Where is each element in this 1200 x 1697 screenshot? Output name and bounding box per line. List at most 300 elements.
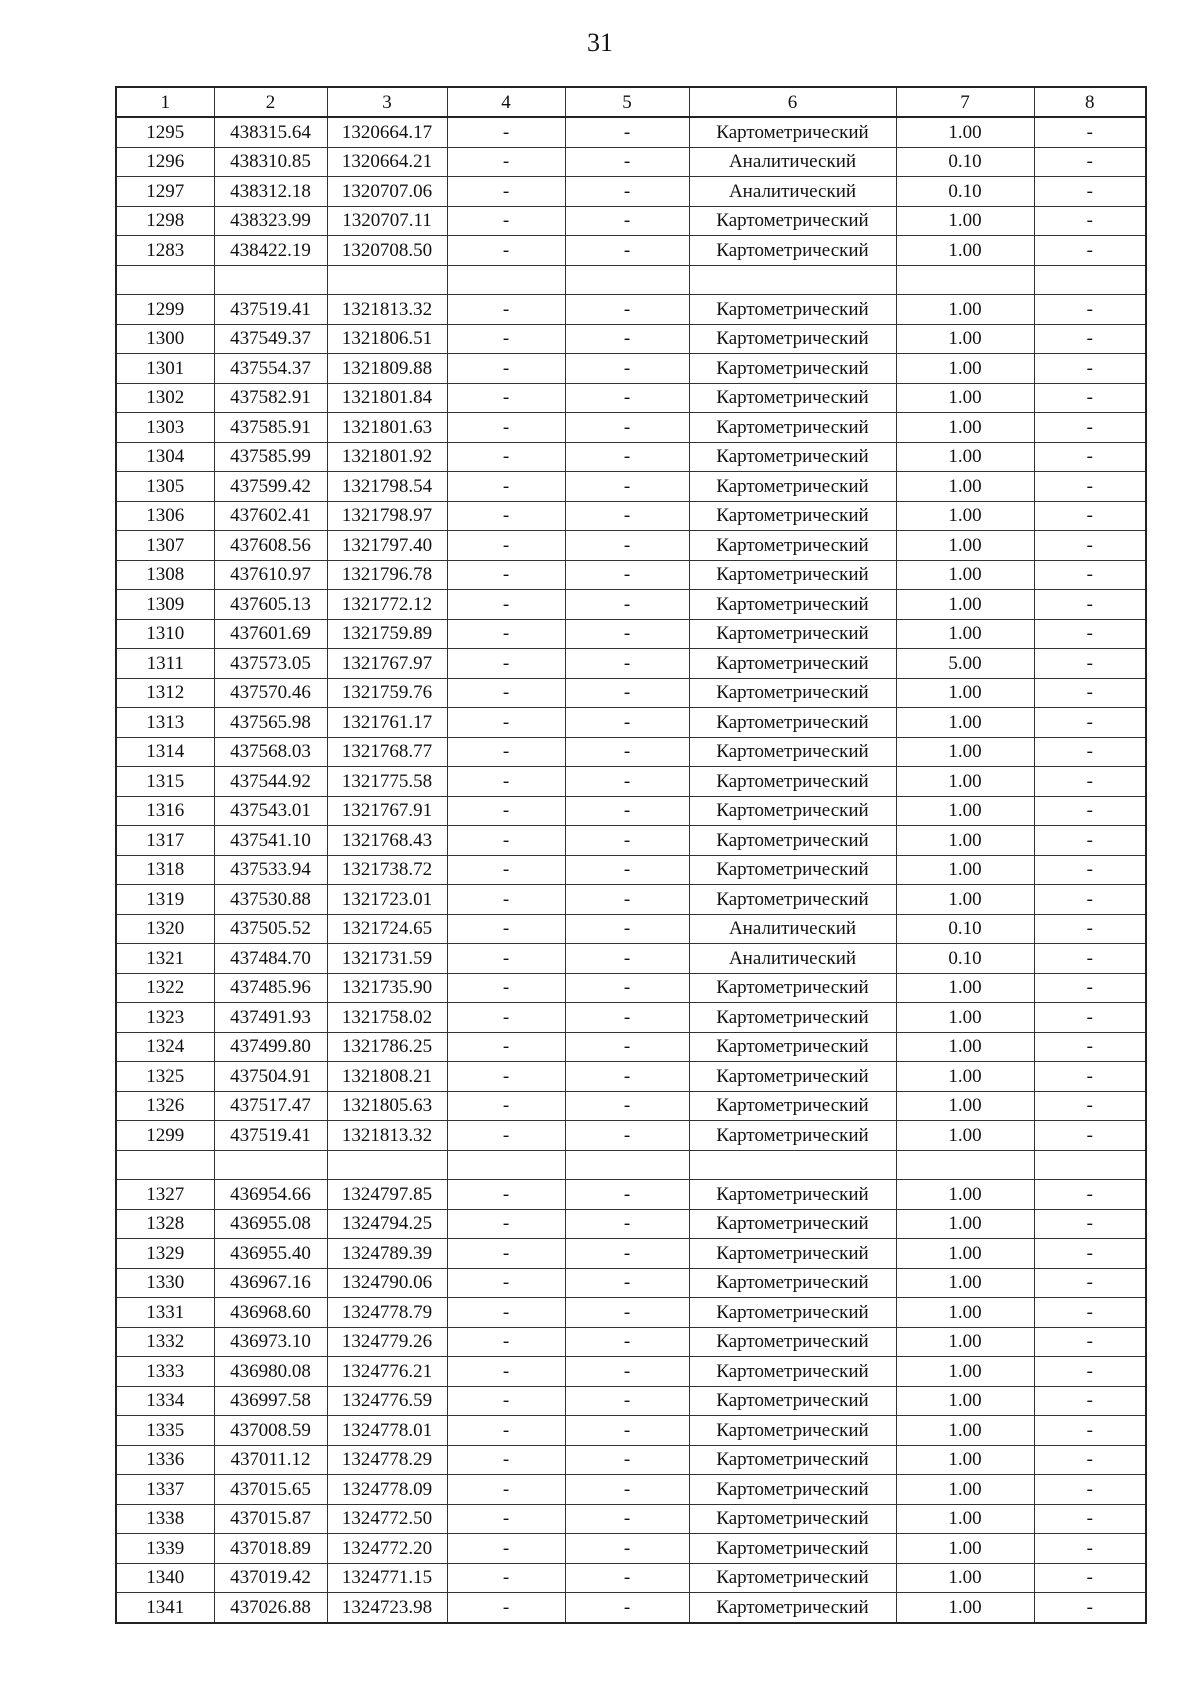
table-cell: Картометрический xyxy=(689,1504,896,1534)
table-row xyxy=(116,177,1146,207)
table-cell: 0.10 xyxy=(896,944,1034,974)
table-cell: 1324772.50 xyxy=(327,1504,447,1534)
table-cell: - xyxy=(447,1239,565,1269)
table-cell xyxy=(116,265,214,295)
table-cell: - xyxy=(1034,295,1146,325)
table-cell: - xyxy=(1034,442,1146,472)
table-cell: - xyxy=(565,236,689,266)
table-cell: - xyxy=(1034,649,1146,679)
table-row xyxy=(116,1091,1146,1121)
table-cell: 1320707.11 xyxy=(327,206,447,236)
table-cell: - xyxy=(565,560,689,590)
table-cell: 1312 xyxy=(116,678,214,708)
table-row xyxy=(116,914,1146,944)
table-cell: - xyxy=(1034,885,1146,915)
table-cell xyxy=(1034,1150,1146,1180)
table-cell: 1333 xyxy=(116,1357,214,1387)
table-cell: 1303 xyxy=(116,413,214,443)
table-cell: Картометрический xyxy=(689,796,896,826)
table-cell: 1317 xyxy=(116,826,214,856)
table-cell: 437610.97 xyxy=(214,560,327,590)
table-cell: 1.00 xyxy=(896,1209,1034,1239)
table-cell: - xyxy=(565,1416,689,1446)
table-cell: 1299 xyxy=(116,295,214,325)
table-cell: 1319 xyxy=(116,885,214,915)
table-cell: 1320 xyxy=(116,914,214,944)
table-cell: 1321735.90 xyxy=(327,973,447,1003)
table-cell: 1.00 xyxy=(896,678,1034,708)
table-cell: 1331 xyxy=(116,1298,214,1328)
table-cell: - xyxy=(565,1593,689,1623)
table-cell xyxy=(1034,265,1146,295)
table-cell: 437499.80 xyxy=(214,1032,327,1062)
table-cell: - xyxy=(565,619,689,649)
table-cell xyxy=(565,265,689,295)
table-cell: - xyxy=(1034,1593,1146,1623)
table-cell: - xyxy=(447,885,565,915)
table-cell: - xyxy=(1034,1091,1146,1121)
table-cell: 1298 xyxy=(116,206,214,236)
table-cell: 1.00 xyxy=(896,1091,1034,1121)
table-cell: 1297 xyxy=(116,177,214,207)
table-cell: 1.00 xyxy=(896,354,1034,384)
table-cell: 436980.08 xyxy=(214,1357,327,1387)
table-cell: - xyxy=(447,1563,565,1593)
table-cell: - xyxy=(1034,177,1146,207)
table-cell: 1.00 xyxy=(896,560,1034,590)
table-cell: 1305 xyxy=(116,472,214,502)
table-cell: 437585.91 xyxy=(214,413,327,443)
table-cell: 1322 xyxy=(116,973,214,1003)
table-cell: - xyxy=(1034,1180,1146,1210)
table-cell: - xyxy=(447,531,565,561)
table-cell: 1324778.01 xyxy=(327,1416,447,1446)
table-cell: - xyxy=(565,442,689,472)
table-row xyxy=(116,206,1146,236)
table-cell: Картометрический xyxy=(689,826,896,856)
table-cell: Картометрический xyxy=(689,1239,896,1269)
table-cell: - xyxy=(447,1445,565,1475)
table-cell: - xyxy=(565,1327,689,1357)
table-row xyxy=(116,442,1146,472)
table-cell: 1.00 xyxy=(896,885,1034,915)
table-cell: 436955.08 xyxy=(214,1209,327,1239)
table-cell: - xyxy=(565,354,689,384)
table-cell: 1.00 xyxy=(896,442,1034,472)
table-cell xyxy=(689,1150,896,1180)
table-cell: 1321813.32 xyxy=(327,295,447,325)
table-cell: 1.00 xyxy=(896,1003,1034,1033)
table-cell: - xyxy=(1034,472,1146,502)
table-row xyxy=(116,1180,1146,1210)
table-cell: - xyxy=(565,1091,689,1121)
table-cell: - xyxy=(565,1121,689,1151)
table-cell: - xyxy=(565,1209,689,1239)
table-cell: - xyxy=(447,442,565,472)
table-cell: - xyxy=(1034,1504,1146,1534)
table-cell: Картометрический xyxy=(689,1268,896,1298)
table-cell: 437011.12 xyxy=(214,1445,327,1475)
table-cell: Картометрический xyxy=(689,206,896,236)
table-cell: - xyxy=(447,914,565,944)
separator-row xyxy=(116,1150,1146,1180)
table-cell: - xyxy=(1034,117,1146,147)
table-row xyxy=(116,1445,1146,1475)
table-cell: 1330 xyxy=(116,1268,214,1298)
table-cell: - xyxy=(565,1534,689,1564)
table-cell: - xyxy=(1034,383,1146,413)
table-cell: 0.10 xyxy=(896,914,1034,944)
table-cell: Картометрический xyxy=(689,236,896,266)
table-cell: 1321723.01 xyxy=(327,885,447,915)
table-cell: 1.00 xyxy=(896,295,1034,325)
table-row xyxy=(116,767,1146,797)
table-cell: 0.10 xyxy=(896,177,1034,207)
table-body xyxy=(116,117,1146,1623)
table-row xyxy=(116,1209,1146,1239)
table-cell: - xyxy=(447,973,565,1003)
table-row xyxy=(116,973,1146,1003)
table-row xyxy=(116,147,1146,177)
table-cell: 438323.99 xyxy=(214,206,327,236)
table-cell: 1301 xyxy=(116,354,214,384)
table-cell: Картометрический xyxy=(689,560,896,590)
table-cell: 437543.01 xyxy=(214,796,327,826)
column-header-7: 7 xyxy=(896,87,1034,117)
table-cell: - xyxy=(565,1003,689,1033)
table-cell: 437582.91 xyxy=(214,383,327,413)
table-cell: 1321731.59 xyxy=(327,944,447,974)
table-cell: 1.00 xyxy=(896,472,1034,502)
table-cell: - xyxy=(447,1327,565,1357)
table-row xyxy=(116,885,1146,915)
table-row xyxy=(116,236,1146,266)
table-cell: 1324779.26 xyxy=(327,1327,447,1357)
table-cell: - xyxy=(565,737,689,767)
table-row xyxy=(116,501,1146,531)
table-cell: 1332 xyxy=(116,1327,214,1357)
table-cell: - xyxy=(1034,1268,1146,1298)
table-cell: 1320708.50 xyxy=(327,236,447,266)
table-cell: 1321 xyxy=(116,944,214,974)
table-cell: - xyxy=(1034,413,1146,443)
table-row xyxy=(116,1062,1146,1092)
table-cell: 1329 xyxy=(116,1239,214,1269)
table-cell: 1306 xyxy=(116,501,214,531)
table-cell: - xyxy=(565,147,689,177)
table-cell: - xyxy=(447,855,565,885)
table-cell: 1321806.51 xyxy=(327,324,447,354)
table-cell: - xyxy=(1034,1239,1146,1269)
table-cell: 1.00 xyxy=(896,708,1034,738)
table-row xyxy=(116,413,1146,443)
table-cell: Картометрический xyxy=(689,1445,896,1475)
table-cell: - xyxy=(565,855,689,885)
table-cell: - xyxy=(1034,1416,1146,1446)
coordinates-table xyxy=(115,86,1147,1624)
table-cell: Картометрический xyxy=(689,1534,896,1564)
table-cell: 1321797.40 xyxy=(327,531,447,561)
table-cell: Картометрический xyxy=(689,973,896,1003)
table-cell: 1321801.63 xyxy=(327,413,447,443)
table-cell: 438310.85 xyxy=(214,147,327,177)
table-cell: 1321759.89 xyxy=(327,619,447,649)
table-cell: 1.00 xyxy=(896,619,1034,649)
table-cell: - xyxy=(565,973,689,1003)
table-cell: 1.00 xyxy=(896,1445,1034,1475)
table-cell: 437544.92 xyxy=(214,767,327,797)
table-cell: - xyxy=(1034,1386,1146,1416)
table-cell: 1.00 xyxy=(896,236,1034,266)
table-cell: - xyxy=(1034,1209,1146,1239)
table-row xyxy=(116,1032,1146,1062)
table-cell: 1.00 xyxy=(896,1062,1034,1092)
table-cell: - xyxy=(565,1268,689,1298)
table-cell: 437601.69 xyxy=(214,619,327,649)
table-cell: 1.00 xyxy=(896,1180,1034,1210)
table-cell: - xyxy=(565,767,689,797)
table-cell: Картометрический xyxy=(689,531,896,561)
table-cell: - xyxy=(447,236,565,266)
table-row xyxy=(116,678,1146,708)
table-cell: - xyxy=(447,1003,565,1033)
table-cell: Картометрический xyxy=(689,324,896,354)
table-cell: Картометрический xyxy=(689,737,896,767)
table-cell: - xyxy=(1034,354,1146,384)
table-cell: - xyxy=(1034,619,1146,649)
table-row xyxy=(116,1239,1146,1269)
table-cell: 1326 xyxy=(116,1091,214,1121)
table-cell: 1323 xyxy=(116,1003,214,1033)
table-row xyxy=(116,796,1146,826)
table-row xyxy=(116,649,1146,679)
table-cell: 1324778.09 xyxy=(327,1475,447,1505)
table-cell: 1321758.02 xyxy=(327,1003,447,1033)
separator-row xyxy=(116,265,1146,295)
table-cell: 1324778.29 xyxy=(327,1445,447,1475)
table-cell: 1318 xyxy=(116,855,214,885)
table-cell: 1321805.63 xyxy=(327,1091,447,1121)
column-header-2: 2 xyxy=(214,87,327,117)
table-cell: 1321775.58 xyxy=(327,767,447,797)
table-cell: - xyxy=(447,1180,565,1210)
table-cell: 1335 xyxy=(116,1416,214,1446)
table-cell: - xyxy=(447,147,565,177)
table-cell: - xyxy=(1034,737,1146,767)
table-cell: - xyxy=(1034,206,1146,236)
table-cell: 436968.60 xyxy=(214,1298,327,1328)
table-cell: 1324789.39 xyxy=(327,1239,447,1269)
table-cell: 1320707.06 xyxy=(327,177,447,207)
table-cell: 1336 xyxy=(116,1445,214,1475)
table-cell: 1321796.78 xyxy=(327,560,447,590)
table-cell: 438312.18 xyxy=(214,177,327,207)
table-cell: Картометрический xyxy=(689,708,896,738)
table-cell: 1300 xyxy=(116,324,214,354)
table-row xyxy=(116,1593,1146,1623)
table-cell: Картометрический xyxy=(689,1357,896,1387)
table-cell: - xyxy=(1034,1534,1146,1564)
table-cell: 1.00 xyxy=(896,1475,1034,1505)
table-cell: 1.00 xyxy=(896,1534,1034,1564)
table-cell: 1324794.25 xyxy=(327,1209,447,1239)
table-cell xyxy=(447,1150,565,1180)
table-cell: - xyxy=(447,1386,565,1416)
table-cell: 1324778.79 xyxy=(327,1298,447,1328)
table-row xyxy=(116,708,1146,738)
table-cell: - xyxy=(447,1032,565,1062)
table-cell: - xyxy=(565,708,689,738)
table-cell: - xyxy=(565,117,689,147)
table-cell: Картометрический xyxy=(689,354,896,384)
table-row xyxy=(116,354,1146,384)
table-row xyxy=(116,1504,1146,1534)
table-cell: 437573.05 xyxy=(214,649,327,679)
table-cell: 437533.94 xyxy=(214,855,327,885)
table-row xyxy=(116,1416,1146,1446)
table-cell: 1325 xyxy=(116,1062,214,1092)
table-cell: Картометрический xyxy=(689,1180,896,1210)
column-header-5: 5 xyxy=(565,87,689,117)
table-cell: - xyxy=(447,1209,565,1239)
page-number: 31 xyxy=(587,28,613,57)
table-cell: 1.00 xyxy=(896,973,1034,1003)
table-cell: Картометрический xyxy=(689,1475,896,1505)
table-cell: 438422.19 xyxy=(214,236,327,266)
table-cell: 437484.70 xyxy=(214,944,327,974)
table-cell: 1316 xyxy=(116,796,214,826)
table-cell: - xyxy=(447,1091,565,1121)
table-cell: - xyxy=(1034,1003,1146,1033)
table-cell: 1321738.72 xyxy=(327,855,447,885)
table-cell: 1.00 xyxy=(896,206,1034,236)
table-cell: - xyxy=(565,177,689,207)
column-header-3: 3 xyxy=(327,87,447,117)
table-cell: 437519.41 xyxy=(214,295,327,325)
table-cell: 1338 xyxy=(116,1504,214,1534)
table-cell: Картометрический xyxy=(689,678,896,708)
table-cell: 0.10 xyxy=(896,147,1034,177)
table-row xyxy=(116,1298,1146,1328)
table-cell: - xyxy=(447,590,565,620)
table-cell: - xyxy=(565,1180,689,1210)
table-row xyxy=(116,826,1146,856)
table-cell: 1.00 xyxy=(896,531,1034,561)
table-row xyxy=(116,737,1146,767)
table-cell xyxy=(896,265,1034,295)
table-cell: 437019.42 xyxy=(214,1563,327,1593)
table-cell: Картометрический xyxy=(689,1563,896,1593)
table-cell: 437485.96 xyxy=(214,973,327,1003)
table-row xyxy=(116,1121,1146,1151)
table-cell: 1.00 xyxy=(896,1593,1034,1623)
table-cell: 437599.42 xyxy=(214,472,327,502)
table-cell: Картометрический xyxy=(689,413,896,443)
table-cell: - xyxy=(1034,767,1146,797)
table-row xyxy=(116,1563,1146,1593)
table-cell: 1341 xyxy=(116,1593,214,1623)
table-cell: 1.00 xyxy=(896,1504,1034,1534)
table-cell: 436954.66 xyxy=(214,1180,327,1210)
table-cell: Картометрический xyxy=(689,767,896,797)
table-cell: 1321798.54 xyxy=(327,472,447,502)
table-cell: 1327 xyxy=(116,1180,214,1210)
table-cell: 1.00 xyxy=(896,767,1034,797)
table-cell: 437608.56 xyxy=(214,531,327,561)
table-cell: - xyxy=(1034,973,1146,1003)
table-cell: 437602.41 xyxy=(214,501,327,531)
table-cell: Картометрический xyxy=(689,472,896,502)
table-cell: 1315 xyxy=(116,767,214,797)
table-cell: Картометрический xyxy=(689,1032,896,1062)
table-cell: 437504.91 xyxy=(214,1062,327,1092)
table-cell: - xyxy=(447,295,565,325)
table-cell: 1.00 xyxy=(896,1268,1034,1298)
table-cell: - xyxy=(447,767,565,797)
table-cell: 1.00 xyxy=(896,1121,1034,1151)
table-cell: - xyxy=(565,944,689,974)
column-header-8: 8 xyxy=(1034,87,1146,117)
table-cell: 437565.98 xyxy=(214,708,327,738)
table-cell: 437570.46 xyxy=(214,678,327,708)
table-cell: 1321759.76 xyxy=(327,678,447,708)
table-cell: 1324723.98 xyxy=(327,1593,447,1623)
table-cell: - xyxy=(565,413,689,443)
table-cell: - xyxy=(565,1062,689,1092)
table-cell: 1324 xyxy=(116,1032,214,1062)
table-cell: 437018.89 xyxy=(214,1534,327,1564)
table-row xyxy=(116,619,1146,649)
table-cell: - xyxy=(565,1504,689,1534)
table-cell: 1.00 xyxy=(896,796,1034,826)
table-cell: Картометрический xyxy=(689,885,896,915)
table-cell: 1337 xyxy=(116,1475,214,1505)
table-cell: Картометрический xyxy=(689,619,896,649)
table-cell: - xyxy=(447,826,565,856)
table-cell: 1321809.88 xyxy=(327,354,447,384)
table-cell: - xyxy=(1034,324,1146,354)
table-cell: Картометрический xyxy=(689,1091,896,1121)
table-cell: - xyxy=(565,531,689,561)
table-cell: - xyxy=(447,619,565,649)
table-cell: 1321813.32 xyxy=(327,1121,447,1151)
table-cell: 1311 xyxy=(116,649,214,679)
table-cell: 1321767.91 xyxy=(327,796,447,826)
table-header-row xyxy=(116,87,1146,117)
table-cell xyxy=(447,265,565,295)
table-cell xyxy=(565,1150,689,1180)
table-cell: 1321724.65 xyxy=(327,914,447,944)
table-cell: 1320664.21 xyxy=(327,147,447,177)
table-row xyxy=(116,324,1146,354)
table-cell: - xyxy=(565,649,689,679)
table-cell: 437517.47 xyxy=(214,1091,327,1121)
table-cell: 437519.41 xyxy=(214,1121,327,1151)
table-cell: 437530.88 xyxy=(214,885,327,915)
table-cell: 437568.03 xyxy=(214,737,327,767)
table-cell: - xyxy=(1034,796,1146,826)
table-cell: - xyxy=(447,117,565,147)
table-cell: 1.00 xyxy=(896,1239,1034,1269)
table-row xyxy=(116,1268,1146,1298)
table-cell: - xyxy=(447,1121,565,1151)
table-cell: 1321801.92 xyxy=(327,442,447,472)
table-cell: 436973.10 xyxy=(214,1327,327,1357)
table-cell: 1320664.17 xyxy=(327,117,447,147)
table-cell: Картометрический xyxy=(689,1416,896,1446)
table-cell: - xyxy=(565,590,689,620)
table-cell: 1321768.43 xyxy=(327,826,447,856)
